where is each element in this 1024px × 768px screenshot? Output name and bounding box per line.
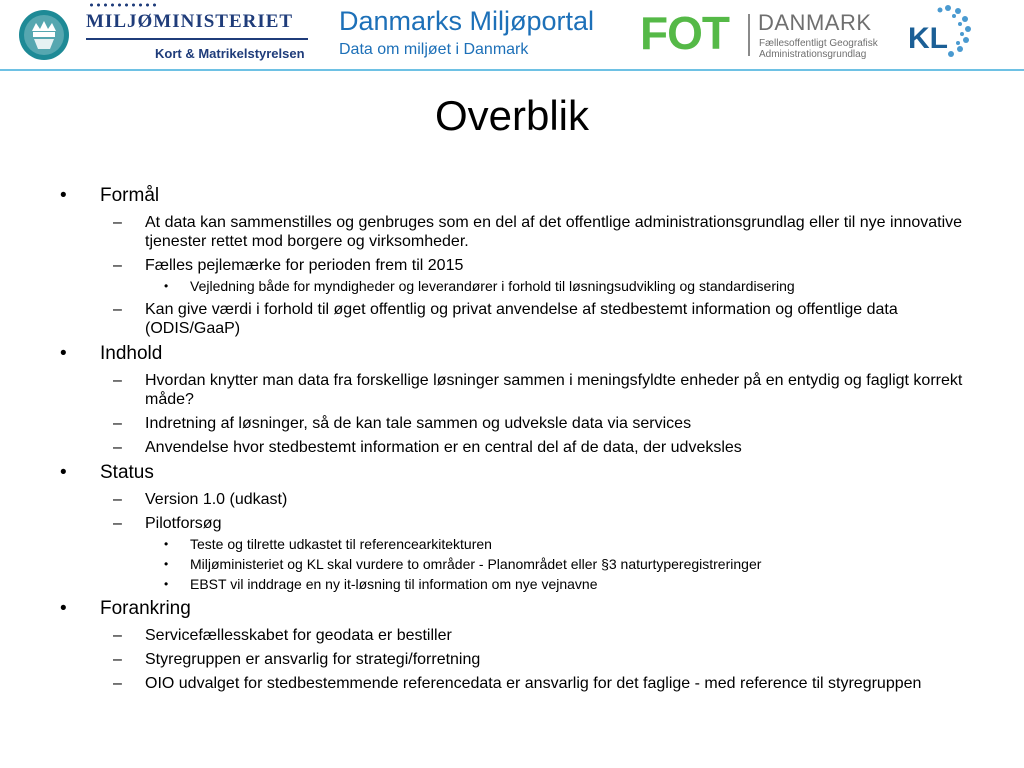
list-item-text: Hvordan knytter man data fra forskellige løsninger sammen i meningsfyldte enheder på en entydig og fagligt korrekt måde? (145, 372, 963, 408)
fot-logo-name: DANMARK (758, 10, 872, 35)
bullet-icon: • (164, 577, 169, 591)
list-item (0, 514, 1024, 533)
list-item (0, 626, 1024, 645)
list-item (0, 674, 1024, 693)
dash-icon: – (113, 627, 122, 644)
dash-icon: – (113, 257, 122, 274)
ministry-rule (86, 38, 308, 40)
dash-icon: – (113, 675, 122, 692)
list-item-text: Fælles pejlemærke for perioden frem til 2015 (145, 257, 464, 274)
section-heading-text: Forankring (100, 598, 191, 619)
list-item-text: Indretning af løsninger, så de kan tale sammen og udveksle data via services (145, 415, 692, 432)
dash-icon: – (113, 515, 122, 532)
sub-list-item-text: Vejledning både for myndigheder og leverandører i forhold til løsningsudvikling og standardisering (190, 278, 795, 294)
list-item (0, 650, 1024, 669)
list-item (0, 414, 1024, 433)
dash-icon: – (113, 214, 122, 231)
list-item-text: At data kan sammenstilles og genbruges som en del af det offentlige administrationsgrundlag eller til nye innovative tjenester rettet mod borgere og virksomheder. (145, 214, 963, 250)
portal-tagline: Data om miljøet i Danmark (339, 41, 529, 58)
slide-content (0, 180, 1024, 693)
sub-list-item-text: Teste og tilrette udkastet til referencearkitekturen (190, 536, 492, 552)
list-item-text: Styregruppen er ansvarlig for strategi/forretning (145, 651, 481, 668)
fot-logo-description (759, 38, 878, 60)
dash-icon: – (113, 651, 122, 668)
section-heading-text: Status (100, 462, 154, 483)
list-item-text: Kan give værdi i forhold til øget offentlig og privat anvendelse af stedbestemt information og offentlige data (ODIS/GaaP) (145, 301, 898, 337)
list-item-text: Version 1.0 (udkast) (145, 491, 288, 508)
kl-logo-mark: KL (908, 22, 948, 55)
ministry-crest-icon (14, 9, 74, 61)
list-item (0, 300, 1024, 338)
list-item-text: Anvendelse hvor stedbestemt information er en central del af de data, der udveksles (145, 439, 742, 456)
sub-list-item (0, 536, 1024, 553)
portal-name: Danmarks Miljøportal (339, 6, 595, 36)
fot-logo-mark: FOT (640, 7, 729, 59)
section-heading (0, 597, 1024, 621)
bullet-icon: • (60, 343, 67, 364)
sub-list-item-text: Miljøministeriet og KL skal vurdere to områder - Planområdet eller §3 naturtyperegistreringer (190, 556, 762, 572)
dash-icon: – (113, 301, 122, 318)
bullet-icon: • (164, 557, 169, 571)
ministry-agency: Kort & Matrikelstyrelsen (155, 46, 305, 61)
list-item (0, 213, 1024, 251)
dash-icon: – (113, 415, 122, 432)
fot-separator (748, 14, 750, 56)
sub-list-item-text: EBST vil inddrage en ny it-løsning til information om nye vejnavne (190, 576, 598, 592)
list-item (0, 438, 1024, 457)
dash-icon: – (113, 491, 122, 508)
sub-list-item (0, 576, 1024, 593)
fot-desc-line-1: Fællesoffentligt Geografisk (759, 38, 878, 49)
bullet-icon: • (60, 598, 67, 619)
slide-title: Overblik (434, 92, 590, 139)
bullet-icon: • (60, 462, 67, 483)
list-item (0, 371, 1024, 409)
sub-list-item (0, 278, 1024, 295)
ministry-name: MILJØMINISTERIET (86, 11, 294, 32)
sub-list-item (0, 556, 1024, 573)
section-heading (0, 184, 1024, 208)
dash-icon: – (113, 372, 122, 389)
section-heading (0, 461, 1024, 485)
fot-desc-line-2: Administrationsgrundlag (759, 49, 867, 60)
list-item-text: Servicefællesskabet for geodata er bestiller (145, 627, 452, 644)
logo-header (0, 0, 1024, 70)
bullet-icon: • (164, 279, 169, 293)
section-heading-text: Indhold (100, 343, 163, 364)
section-heading (0, 342, 1024, 366)
section-heading-text: Formål (100, 185, 160, 206)
list-item (0, 490, 1024, 509)
dash-icon: – (113, 439, 122, 456)
list-item (0, 256, 1024, 275)
list-item-text: Pilotforsøg (145, 515, 222, 532)
header-divider (0, 69, 1024, 71)
bullet-icon: • (164, 537, 169, 551)
ministry-dots (88, 2, 158, 8)
bullet-icon: • (60, 185, 67, 206)
list-item-text: OIO udvalget for stedbestemmende referencedata er ansvarlig for det faglige - med reference til styregruppen (145, 675, 922, 692)
